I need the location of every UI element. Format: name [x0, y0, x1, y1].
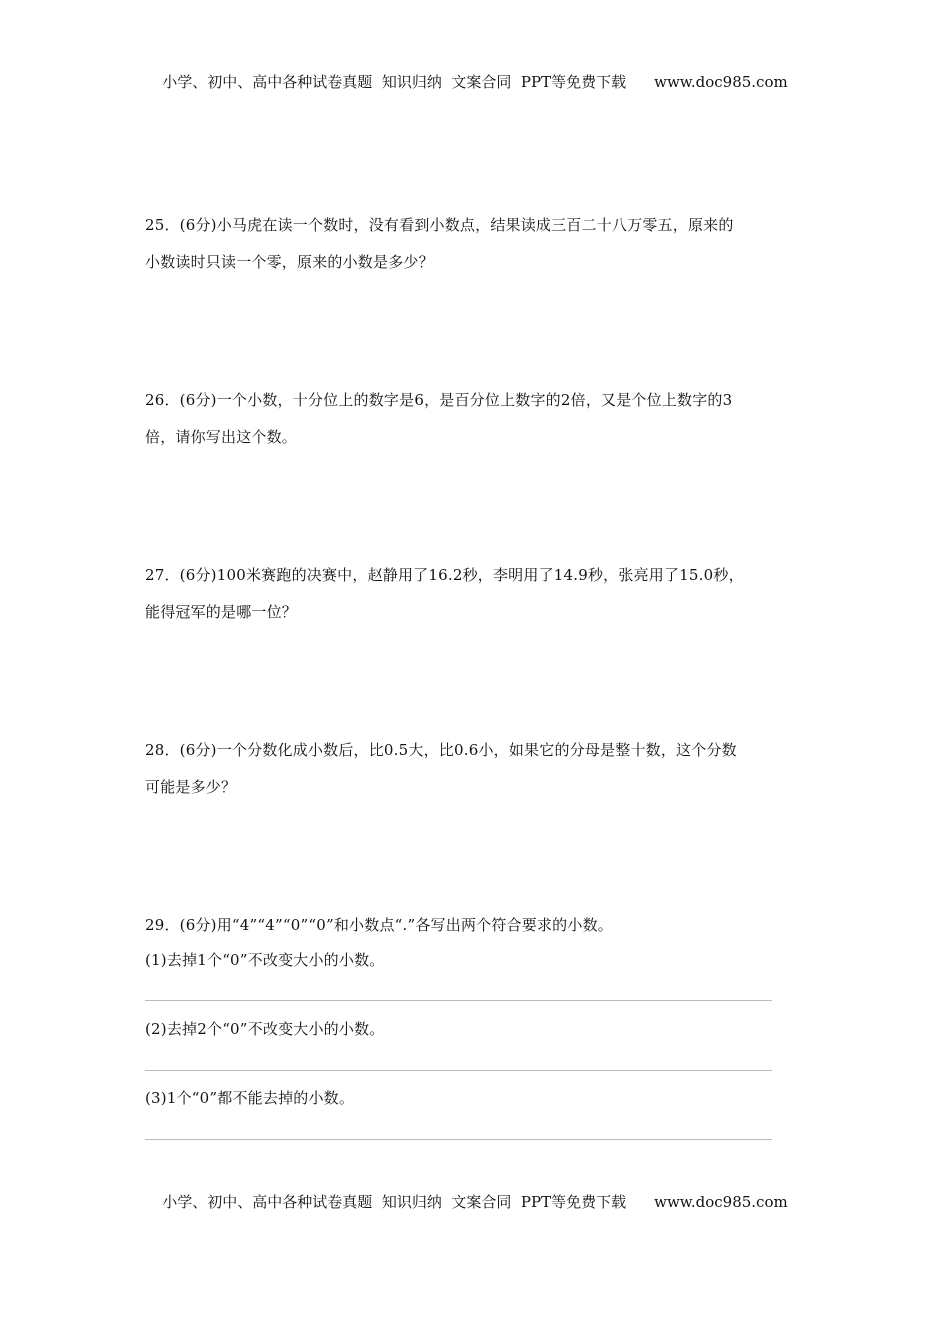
page-footer: [0, 1191, 950, 1212]
footer-text: 小学、初中、高中各种试卷真题 知识归纳 文案合同 PPT等免费下载: [162, 1193, 627, 1211]
header-site[interactable]: www.doc985.com: [654, 73, 788, 91]
answer-line-1[interactable]: [145, 1000, 772, 1001]
q27-line2: 能得冠军的是哪一位？: [145, 603, 298, 621]
q29-part1: (1)去掉1个“0”不改变大小的小数。: [145, 951, 385, 969]
q29-part3: (3)1个“0”都不能去掉的小数。: [145, 1089, 355, 1107]
header-text: 小学、初中、高中各种试卷真题 知识归纳 文案合同 PPT等免费下载: [162, 73, 627, 91]
answer-line-2[interactable]: [145, 1070, 772, 1071]
q25-line2: 小数读时只读一个零，原来的小数是多少？: [145, 253, 434, 271]
footer-site[interactable]: www.doc985.com: [654, 1193, 788, 1211]
q27-line1: 27．(6分)100米赛跑的决赛中，赵静用了16.2秒，李明用了14.9秒，张亮用了15.0秒，: [145, 566, 744, 584]
page-header: [0, 71, 950, 92]
q26-line2: 倍，请你写出这个数。: [145, 428, 298, 446]
q25-line1: 25．(6分)小马虎在读一个数时，没有看到小数点，结果读成三百二十八万零五，原来的: [145, 216, 734, 234]
q29-part2: (2)去掉2个“0”不改变大小的小数。: [145, 1020, 385, 1038]
q28-line1: 28．(6分)一个分数化成小数后，比0.5大，比0.6小，如果它的分母是整十数，这个分数: [145, 741, 737, 759]
q29-line1: 29．(6分)用“4”“4”“0”“0”和小数点“.”各写出两个符合要求的小数。: [145, 916, 613, 934]
q26-line1: 26．(6分)一个小数，十分位上的数字是6，是百分位上数字的2倍，又是个位上数字的3: [145, 391, 733, 409]
q28-line2: 可能是多少？: [145, 778, 237, 796]
answer-line-3[interactable]: [145, 1139, 772, 1140]
